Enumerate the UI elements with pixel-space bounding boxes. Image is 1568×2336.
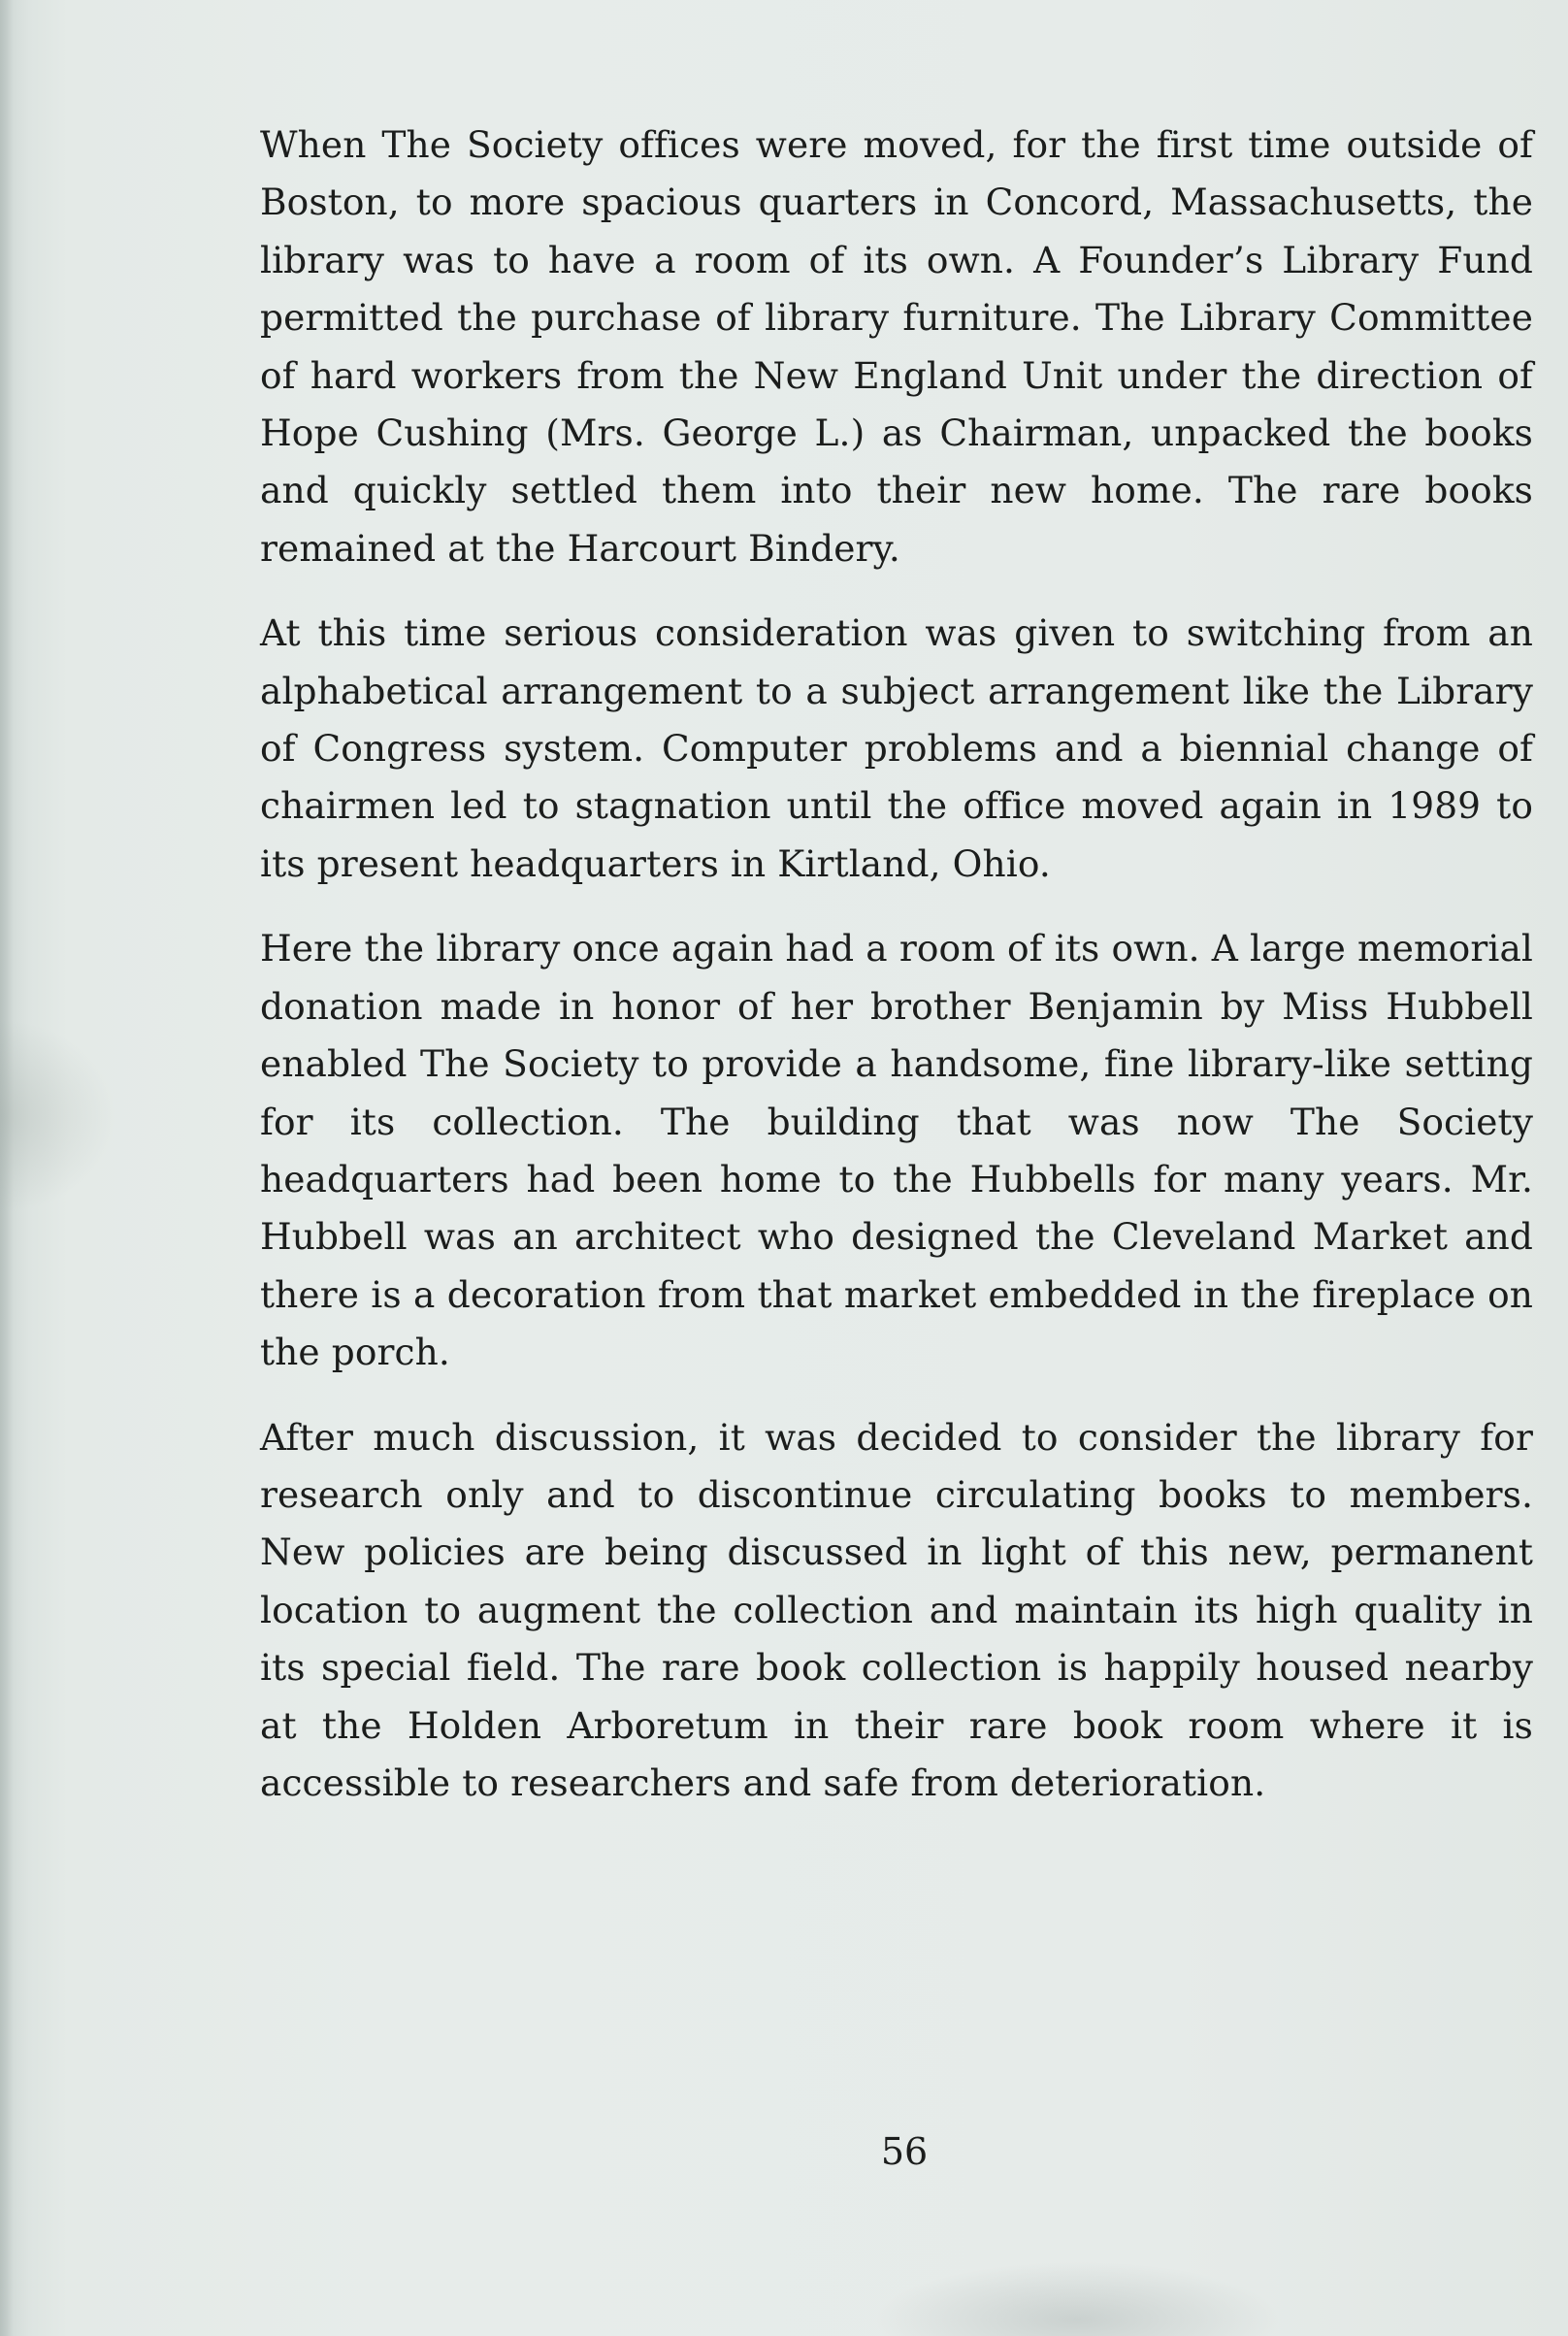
body-text	[260, 116, 1533, 1839]
page-curl-shadow	[0, 1019, 116, 1213]
paragraph-4: After much discussion, it was decided to consider the library for research only and to discontinue circulating books to members. New policies are being discussed in light of this new, permanent location to augment the collection and maintain its high quality in its special field. The rare book collection is happily housed nearby at the Holden Arboretum in their rare book room where it is accessible to researchers and safe from deterioration.	[260, 1415, 1533, 1804]
paragraph-1: When The Society offices were moved, for the first time outside of Boston, to more spacious quarters in Concord, Massachusetts, the library was to have a room of its own. A Founder’s Library Fund permitted the purchase of library furniture. The Library Committee of hard workers from the New England Unit under the direction of Hope Cushing (Mrs. George L.) as Chairman, unpacked the books and quickly settled them into their new home. The rare books remained at the Harcourt Bindery.	[260, 123, 1533, 570]
paragraph-3: Here the library once again had a room of its own. A large memorial donation made in honor of her brother Benjamin by Miss Hubbell enabled The Society to provide a handsome, fine library-like setting for its collection. The building that was now The Society headquarters had been home to the Hubbells for many years. Mr. Hubbell was an architect who designed the Cleveland Market and there is a decoration from that market embedded in the fireplace on the porch.	[260, 927, 1533, 1374]
bottom-shadow	[873, 2261, 1281, 2336]
page-number: 56	[880, 2130, 929, 2173]
paragraph-2: At this time serious consideration was given to switching from an alphabetical arrangement to a subject arrangement like the Library of Congress system. Computer problems and a biennial change of chairmen led to stagnation until the office moved again in 1989 to its present headquarters in Kirtland, Ohio.	[260, 611, 1533, 885]
